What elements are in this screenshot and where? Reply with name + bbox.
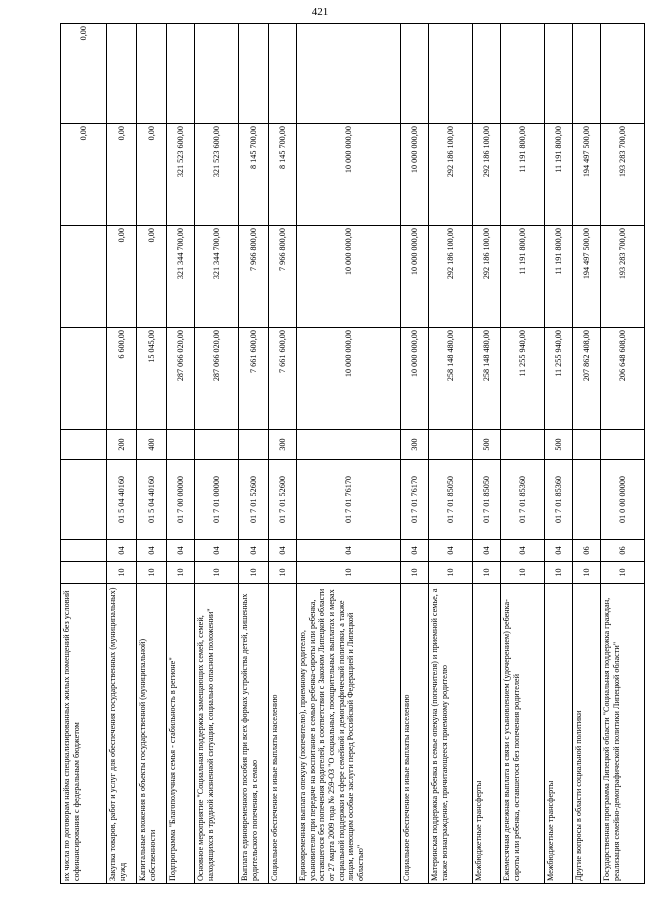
rotated-page-area bbox=[60, 24, 627, 884]
cell-rz: 10 bbox=[167, 562, 195, 584]
table-row bbox=[545, 24, 573, 884]
cell-v1: 207 862 408,00 bbox=[573, 328, 601, 430]
cell-v1: 6 600,00 bbox=[107, 328, 137, 430]
cell-v1 bbox=[61, 328, 107, 430]
cell-pr: 04 bbox=[195, 540, 239, 562]
cell-pr bbox=[61, 540, 107, 562]
cell-v4 bbox=[137, 24, 167, 124]
cell-csr: 01 5 04 40160 bbox=[107, 460, 137, 540]
cell-vr bbox=[601, 430, 645, 460]
cell-v3: 8 145 700,00 bbox=[239, 124, 269, 226]
cell-vr: 400 bbox=[137, 430, 167, 460]
cell-v3: 292 186 100,00 bbox=[473, 124, 501, 226]
cell-pr: 04 bbox=[545, 540, 573, 562]
table-row bbox=[107, 24, 137, 884]
cell-v3: 321 523 600,00 bbox=[195, 124, 239, 226]
cell-v3: 193 283 700,00 bbox=[601, 124, 645, 226]
cell-name: Выплата единовременного пособия при всех формах устройства детей, лишенных родительского попечения, в семью bbox=[239, 584, 269, 884]
cell-v4 bbox=[195, 24, 239, 124]
table-row bbox=[601, 24, 645, 884]
cell-v4 bbox=[501, 24, 545, 124]
cell-rz: 10 bbox=[401, 562, 429, 584]
cell-name: Социальное обеспечение и иные выплаты населению bbox=[269, 584, 297, 884]
cell-v2: 292 186 100,00 bbox=[473, 226, 501, 328]
table-row bbox=[429, 24, 473, 884]
table-row bbox=[401, 24, 429, 884]
cell-v1: 15 045,00 bbox=[137, 328, 167, 430]
cell-csr: 01 0 00 00000 bbox=[601, 460, 645, 540]
cell-v2: 10 000 000,00 bbox=[297, 226, 401, 328]
rotated-table-container bbox=[60, 24, 627, 884]
cell-v3: 11 191 800,00 bbox=[501, 124, 545, 226]
cell-v4 bbox=[107, 24, 137, 124]
table-row bbox=[297, 24, 401, 884]
table-row bbox=[137, 24, 167, 884]
cell-v3: 8 145 700,00 bbox=[269, 124, 297, 226]
cell-vr bbox=[195, 430, 239, 460]
cell-v2: 11 191 800,00 bbox=[545, 226, 573, 328]
cell-v3: 292 186 100,00 bbox=[429, 124, 473, 226]
table-row bbox=[269, 24, 297, 884]
cell-v1: 206 648 608,00 bbox=[601, 328, 645, 430]
cell-csr: 01 7 00 00000 bbox=[167, 460, 195, 540]
cell-name: Подпрограмма "Благополучная семья - стабильность в регионе" bbox=[167, 584, 195, 884]
table-row bbox=[239, 24, 269, 884]
cell-v4 bbox=[401, 24, 429, 124]
cell-pr: 04 bbox=[401, 540, 429, 562]
cell-csr: 01 7 01 85360 bbox=[545, 460, 573, 540]
cell-vr: 300 bbox=[401, 430, 429, 460]
cell-name: Государственная программа Липецкой области "Социальная поддержка граждан, реализация семейно-демографической политики Липецкой области" bbox=[601, 584, 645, 884]
cell-rz: 10 bbox=[107, 562, 137, 584]
cell-csr: 01 7 01 00000 bbox=[195, 460, 239, 540]
cell-pr: 04 bbox=[429, 540, 473, 562]
page-number: 421 bbox=[311, 6, 329, 18]
cell-v3: 194 497 500,00 bbox=[573, 124, 601, 226]
cell-v1: 287 066 020,00 bbox=[167, 328, 195, 430]
cell-v1: 11 255 940,00 bbox=[501, 328, 545, 430]
cell-v2: 321 344 700,00 bbox=[195, 226, 239, 328]
cell-name: Социальное обеспечение и иные выплаты населению bbox=[401, 584, 429, 884]
cell-csr: 01 7 01 52600 bbox=[239, 460, 269, 540]
cell-v2: 11 191 800,00 bbox=[501, 226, 545, 328]
cell-csr: 01 5 04 40160 bbox=[137, 460, 167, 540]
cell-csr: 01 7 01 76170 bbox=[297, 460, 401, 540]
cell-v3: 0,00 bbox=[61, 124, 107, 226]
cell-vr bbox=[239, 430, 269, 460]
cell-rz: 10 bbox=[501, 562, 545, 584]
cell-pr: 06 bbox=[573, 540, 601, 562]
cell-v2: 0,00 bbox=[137, 226, 167, 328]
cell-v2: 0,00 bbox=[107, 226, 137, 328]
cell-name: Единовременная выплата опекуну (попечителю), приемному родителю, усыновителю при передаче на воспитание в семью ребенка-сироты или ребенка, оставшегося без попечения родителей, в соответствии с Законом Липецкой области от 27 марта 2009 года № 259-ОЗ "О социальных, поощрительных выплатах и мерах социальной поддержки в сфере семейной и демографической политики, а также лицам, имеющим особые заслуги перед Российской Федерацией и Липецкой областью" bbox=[297, 584, 401, 884]
cell-name: Межбюджетные трансферты bbox=[545, 584, 573, 884]
cell-name: Закупка товаров, работ и услуг для обеспечения государственных (муниципальных) нужд bbox=[107, 584, 137, 884]
budget-table bbox=[60, 23, 645, 884]
cell-v2: 193 283 700,00 bbox=[601, 226, 645, 328]
table-row bbox=[61, 24, 107, 884]
cell-rz: 10 bbox=[269, 562, 297, 584]
cell-rz: 10 bbox=[239, 562, 269, 584]
cell-name: Капитальные вложения в объекты государственной (муниципальной) собственности bbox=[137, 584, 167, 884]
cell-v4 bbox=[573, 24, 601, 124]
cell-v1: 11 255 940,00 bbox=[545, 328, 573, 430]
cell-v4 bbox=[545, 24, 573, 124]
table-row bbox=[573, 24, 601, 884]
cell-vr: 500 bbox=[473, 430, 501, 460]
table-row bbox=[473, 24, 501, 884]
cell-pr: 04 bbox=[501, 540, 545, 562]
cell-pr: 04 bbox=[269, 540, 297, 562]
cell-pr: 04 bbox=[107, 540, 137, 562]
cell-vr bbox=[429, 430, 473, 460]
cell-pr: 04 bbox=[167, 540, 195, 562]
cell-v4 bbox=[429, 24, 473, 124]
cell-v1: 7 661 600,00 bbox=[269, 328, 297, 430]
cell-rz bbox=[61, 562, 107, 584]
cell-name: Материнская поддержка ребенка в семье опекуна (попечителя) и приемной семье, а также вознаграждение, причитающееся приемному родителю bbox=[429, 584, 473, 884]
cell-v2 bbox=[61, 226, 107, 328]
cell-v1: 10 000 000,00 bbox=[297, 328, 401, 430]
cell-rz: 10 bbox=[137, 562, 167, 584]
cell-pr: 04 bbox=[297, 540, 401, 562]
cell-rz: 10 bbox=[473, 562, 501, 584]
cell-v3: 10 000 000,00 bbox=[401, 124, 429, 226]
cell-v3: 11 191 800,00 bbox=[545, 124, 573, 226]
cell-v4 bbox=[473, 24, 501, 124]
cell-vr bbox=[167, 430, 195, 460]
table-row bbox=[501, 24, 545, 884]
cell-v1: 10 000 000,00 bbox=[401, 328, 429, 430]
cell-vr: 300 bbox=[269, 430, 297, 460]
cell-v1: 7 661 600,00 bbox=[239, 328, 269, 430]
cell-name: Ежемесячная денежная выплата в связи с усыновлением (удочерением) ребенка-сироты или ребенка, оставшегося без попечения родителей bbox=[501, 584, 545, 884]
cell-pr: 06 bbox=[601, 540, 645, 562]
cell-pr: 04 bbox=[473, 540, 501, 562]
cell-csr: 01 7 01 85050 bbox=[429, 460, 473, 540]
cell-v1: 258 148 480,00 bbox=[473, 328, 501, 430]
cell-v2: 7 966 800,00 bbox=[239, 226, 269, 328]
cell-csr bbox=[61, 460, 107, 540]
cell-csr: 01 7 01 52600 bbox=[269, 460, 297, 540]
cell-name: Межбюджетные трансферты bbox=[473, 584, 501, 884]
table-body bbox=[61, 24, 645, 884]
cell-vr: 200 bbox=[107, 430, 137, 460]
cell-v4 bbox=[167, 24, 195, 124]
cell-vr bbox=[573, 430, 601, 460]
cell-rz: 10 bbox=[545, 562, 573, 584]
cell-v1: 287 066 020,00 bbox=[195, 328, 239, 430]
cell-v1: 258 148 480,00 bbox=[429, 328, 473, 430]
table-row bbox=[167, 24, 195, 884]
cell-v2: 292 186 100,00 bbox=[429, 226, 473, 328]
cell-v4 bbox=[239, 24, 269, 124]
cell-pr: 04 bbox=[239, 540, 269, 562]
cell-csr: 01 7 01 85050 bbox=[473, 460, 501, 540]
cell-v4: 0,00 bbox=[61, 24, 107, 124]
cell-rz: 10 bbox=[601, 562, 645, 584]
cell-vr bbox=[297, 430, 401, 460]
cell-rz: 10 bbox=[573, 562, 601, 584]
cell-csr: 01 7 01 85360 bbox=[501, 460, 545, 540]
cell-v3: 0,00 bbox=[107, 124, 137, 226]
cell-csr bbox=[573, 460, 601, 540]
cell-v2: 10 000 000,00 bbox=[401, 226, 429, 328]
cell-v3: 10 000 000,00 bbox=[297, 124, 401, 226]
cell-vr bbox=[501, 430, 545, 460]
cell-v2: 7 966 800,00 bbox=[269, 226, 297, 328]
cell-vr bbox=[61, 430, 107, 460]
cell-v3: 321 523 600,00 bbox=[167, 124, 195, 226]
cell-name: Основное мероприятие "Социальная поддержка замещающих семей, семей, находящихся в трудной жизненной ситуации, социально опасном положении" bbox=[195, 584, 239, 884]
cell-rz: 10 bbox=[195, 562, 239, 584]
cell-csr: 01 7 01 76170 bbox=[401, 460, 429, 540]
cell-name: их числа по договорам найма специализированных жилых помещений без условий софинансирования с федеральным бюджетом bbox=[61, 584, 107, 884]
cell-v4 bbox=[601, 24, 645, 124]
cell-vr: 500 bbox=[545, 430, 573, 460]
cell-v4 bbox=[269, 24, 297, 124]
cell-pr: 04 bbox=[137, 540, 167, 562]
table-row bbox=[195, 24, 239, 884]
cell-v2: 194 497 500,00 bbox=[573, 226, 601, 328]
cell-rz: 10 bbox=[429, 562, 473, 584]
cell-name: Другие вопросы в области социальной политики bbox=[573, 584, 601, 884]
cell-v3: 0,00 bbox=[137, 124, 167, 226]
cell-v2: 321 344 700,00 bbox=[167, 226, 195, 328]
cell-v4 bbox=[297, 24, 401, 124]
cell-rz: 10 bbox=[297, 562, 401, 584]
